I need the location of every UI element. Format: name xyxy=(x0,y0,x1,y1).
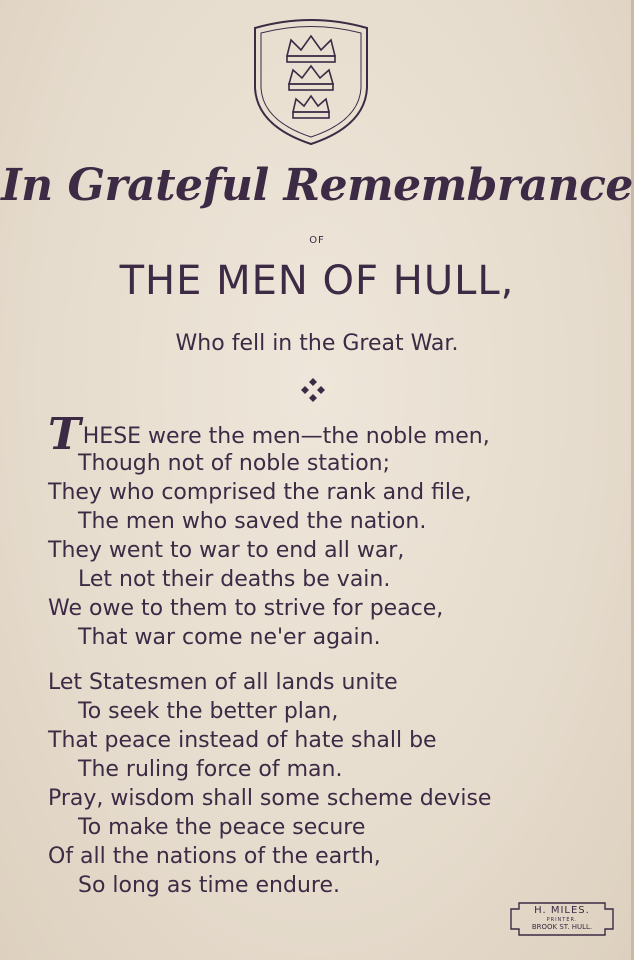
printer-role: PRINTER. xyxy=(546,917,578,923)
printer-address: BROOK ST. HULL. xyxy=(531,923,593,931)
poem-line: Let not their deaths be vain. xyxy=(78,567,391,592)
poem-line: They went to war to end all war, xyxy=(48,538,405,563)
poem-line: So long as time endure. xyxy=(78,873,341,898)
printer-name: H. MILES. xyxy=(534,905,590,916)
poem-line: They who comprised the rank and file, xyxy=(48,480,472,505)
poem-line: That war come ne'er again. xyxy=(78,625,381,650)
men-of-hull-heading: THE MEN OF HULL, xyxy=(119,258,515,304)
poem-line: That peace instead of hate shall be xyxy=(48,728,437,753)
poem-line: THESE were the men—the noble men, xyxy=(48,409,490,460)
poem-line: The ruling force of man. xyxy=(78,757,343,782)
poem-line: Though not of noble station; xyxy=(78,451,391,476)
poem xyxy=(48,409,608,900)
poem-line: Of all the nations of the earth, xyxy=(48,844,381,869)
of-label: OF xyxy=(309,235,325,246)
stanza-gap xyxy=(48,652,608,668)
title-gothic: In Grateful Remembrance xyxy=(1,160,633,211)
poem-line: Let Statesmen of all lands unite xyxy=(48,670,398,695)
hull-crest-icon xyxy=(247,18,375,148)
poem-line: We owe to them to strive for peace, xyxy=(48,596,444,621)
diamond-ornament-icon xyxy=(300,377,326,403)
poem-line: The men who saved the nation. xyxy=(78,509,427,534)
poem-line: Pray, wisdom shall some scheme devise xyxy=(48,786,492,811)
poem-line: To make the peace secure xyxy=(78,815,366,840)
dropcap: T xyxy=(48,409,81,460)
subtitle: Who fell in the Great War. xyxy=(175,331,459,356)
poem-line: To seek the better plan, xyxy=(78,699,339,724)
